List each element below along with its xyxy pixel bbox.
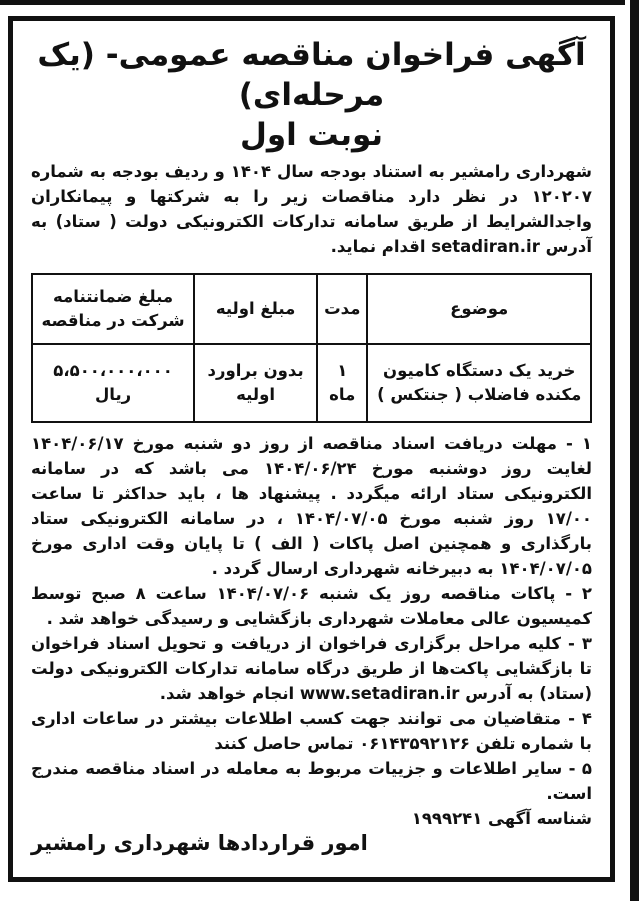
notice-subtitle: نوبت اول: [239, 117, 384, 153]
table-row: [32, 344, 591, 422]
header-subject: موضوع: [367, 274, 591, 344]
intro-paragraph: شهرداری رامشیر به استناد بودجه سال ۱۴۰۴ و ردیف بودجه به شماره ۱۲۰۲۰۷ در نظر دارد مناقصات زیر را به شرکتها و پیمانکاران واجدالشرایط از طریق سامانه تدارکات الکترونیکی دولت ( ستاد) به آدرس setadiran.ir اقدام نماید.: [31, 162, 592, 256]
header-duration: مدت: [317, 274, 367, 344]
tender-notice: [8, 16, 615, 882]
tender-table: [31, 273, 592, 423]
top-border: [0, 0, 625, 5]
header-initial-amount: مبلغ اولیه: [194, 274, 317, 344]
table-header-row: [32, 274, 591, 344]
right-border: [630, 0, 639, 901]
notice-title: آگهی فراخوان مناقصه عمومی- (یک مرحله‌ای): [37, 37, 586, 113]
item-4: ۴ - متقاضیان می توانند جهت کسب اطلاعات بیشتر در ساعات اداری با شماره تلفن ۰۶۱۴۳۵۹۲۱۲۶ تماس حاصل کنند: [31, 709, 592, 753]
header-guarantee-amount: مبلغ ضمانتنامه شرکت در مناقصه: [32, 274, 194, 344]
item-5: ۵ - سایر اطلاعات و جزییات مربوط به معامله در اسناد مناقصه مندرج است.: [31, 759, 592, 803]
item-3: ۳ - کلیه مراحل برگزاری فراخوان از دریافت و تحویل اسناد فراخوان تا بازگشایی پاکت‌ها از طریق درگاه سامانه تدارکات الکترونیکی دولت (ستاد) به آدرس www.setadiran.ir انجام خواهد شد.: [31, 634, 592, 703]
cell-subject: خرید یک دستگاه کامیون مکنده فاضلاب ( جنتکس ): [367, 344, 591, 422]
item-1: ۱ - مهلت دریافت اسناد مناقصه از روز دو شنبه مورخ ۱۴۰۴/۰۶/۱۷ لغایت روز دوشنبه مورخ ۱۴۰۴/۰۶/۲۴ می باشد که در سامانه الکترونیکی ستاد ارائه میگردد . پیشنهاد ها ، باید حداکثر تا ساعت ۱۷/۰۰ روز شنبه مورخ ۱۴۰۴/۰۷/۰۵ ، در سامانه الکترونیکی ستاد بارگذاری و همچنین اصل پاکات ( الف ) تا پایان وقت اداری مورخ ۱۴۰۴/۰۷/۰۵ به دبیرخانه شهرداری ارسال گردد .: [31, 434, 592, 578]
cell-guarantee-amount: ۵،۵۰۰،۰۰۰،۰۰۰ ریال: [32, 344, 194, 422]
item-2: ۲ - پاکات مناقصه روز یک شنبه ۱۴۰۴/۰۷/۰۶ ساعت ۸ صبح توسط کمیسیون عالی معاملات شهرداری بازگشایی و رسیدگی خواهد شد .: [31, 584, 592, 628]
cell-duration: ۱ ماه: [317, 344, 367, 422]
signature: امور قراردادها شهرداری رامشیر: [31, 831, 368, 855]
cell-initial-amount: بدون براورد اولیه: [194, 344, 317, 422]
ad-id: شناسه آگهی ۱۹۹۹۲۴۱: [411, 809, 592, 828]
